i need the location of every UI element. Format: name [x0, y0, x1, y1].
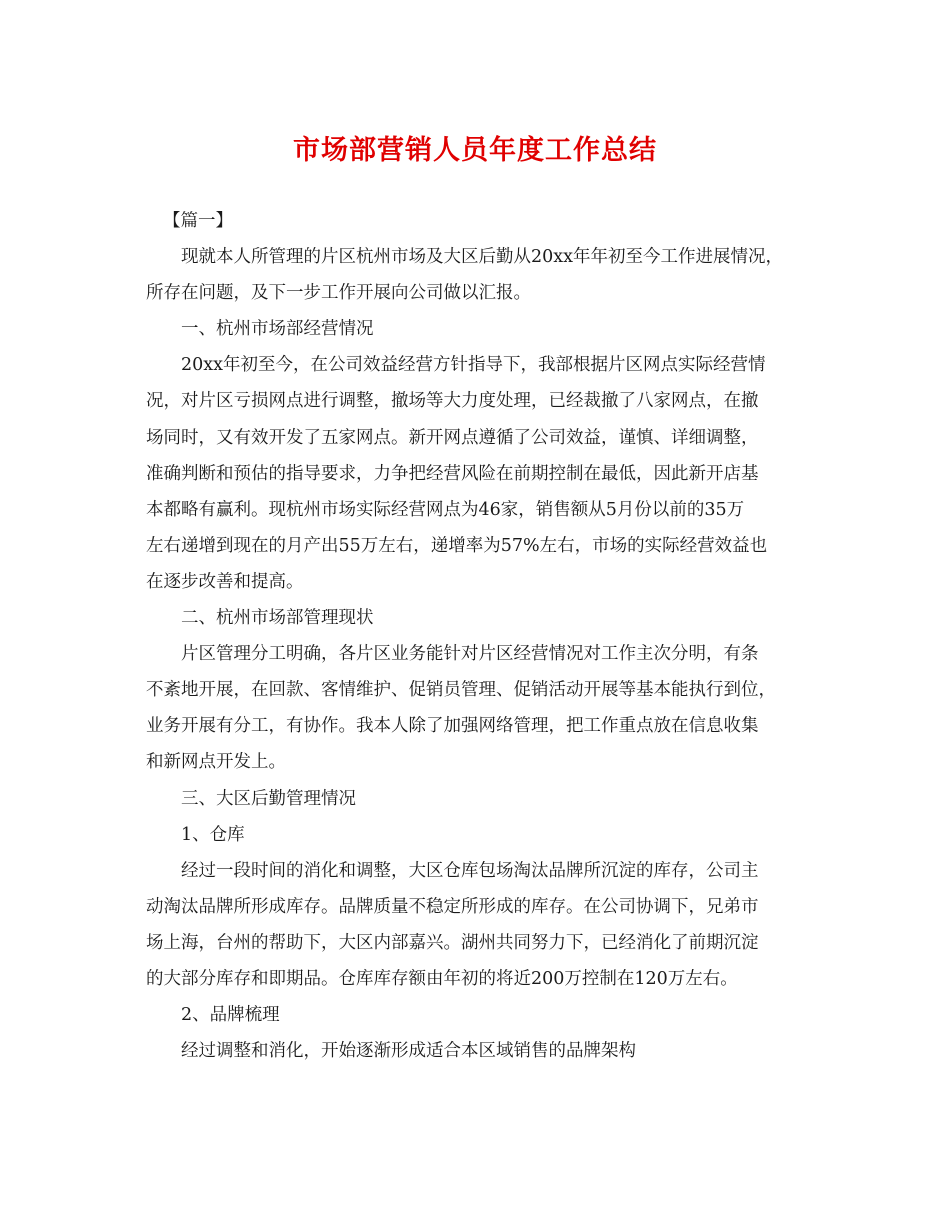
paragraph-line: 在逐步改善和提高。	[146, 571, 304, 592]
subsection-heading: 2、品牌梳理	[181, 1005, 280, 1026]
paragraph-line: 片区管理分工明确，各片区业务能针对片区经营情况对工作主次分明，有条	[181, 644, 759, 665]
section-heading: 三、大区后勤管理情况	[181, 788, 356, 809]
paragraph-line: 场同时，又有效开发了五家网点。新开网点遵循了公司效益，谨慎、详细调整，	[146, 427, 759, 448]
section-label: 【篇一】	[163, 211, 233, 231]
paragraph-line: 的大部分库存和即期品。仓库库存额由年初的将近200万控制在120万左右。	[146, 968, 738, 989]
paragraph-line: 左右递增到现在的月产出55万左右，递增率为57%左右，市场的实际经营效益也	[146, 535, 768, 556]
document-body	[146, 203, 806, 1069]
subsection-heading: 1、仓库	[181, 824, 245, 845]
paragraph-line: 业务开展有分工，有协作。我本人除了加强网络管理，把工作重点放在信息收集	[146, 716, 759, 737]
paragraph-line: 经过调整和消化，开始逐渐形成适合本区域销售的品牌架构	[181, 1041, 636, 1062]
paragraph-line: 动淘汰品牌所形成库存。品牌质量不稳定所形成的库存。在公司协调下，兄弟市	[146, 896, 759, 917]
paragraph-line: 和新网点开发上。	[146, 752, 286, 773]
section-heading: 二、杭州市场部管理现状	[181, 608, 374, 629]
paragraph-line: 20xx年初至今，在公司效益经营方针指导下，我部根据片区网点实际经营情	[181, 355, 766, 376]
paragraph-line: 所存在问题，及下一步工作开展向公司做以汇报。	[146, 283, 531, 304]
paragraph-line: 不紊地开展，在回款、客情维护、促销员管理、促销活动开展等基本能执行到位，	[146, 680, 776, 701]
document-title: 市场部营销人员年度工作总结	[293, 135, 657, 166]
paragraph-line: 况，对片区亏损网点进行调整，撤场等大力度处理，已经裁撤了八家网点，在撤	[146, 391, 759, 412]
paragraph-line: 场上海，台州的帮助下，大区内部嘉兴。湖州共同努力下，已经消化了前期沉淀	[146, 932, 759, 953]
section-heading: 一、杭州市场部经营情况	[181, 319, 374, 340]
paragraph-line: 现就本人所管理的片区杭州市场及大区后勤从20xx年年初至今工作进展情况，	[181, 247, 784, 268]
paragraph-line: 本都略有赢利。现杭州市场实际经营网点为46家，销售额从5月份以前的35万	[146, 499, 745, 520]
paragraph-line: 准确判断和预估的指导要求，力争把经营风险在前期控制在最低，因此新开店基	[146, 463, 759, 484]
paragraph-line: 经过一段时间的消化和调整，大区仓库包场淘汰品牌所沉淀的库存，公司主	[181, 860, 759, 881]
